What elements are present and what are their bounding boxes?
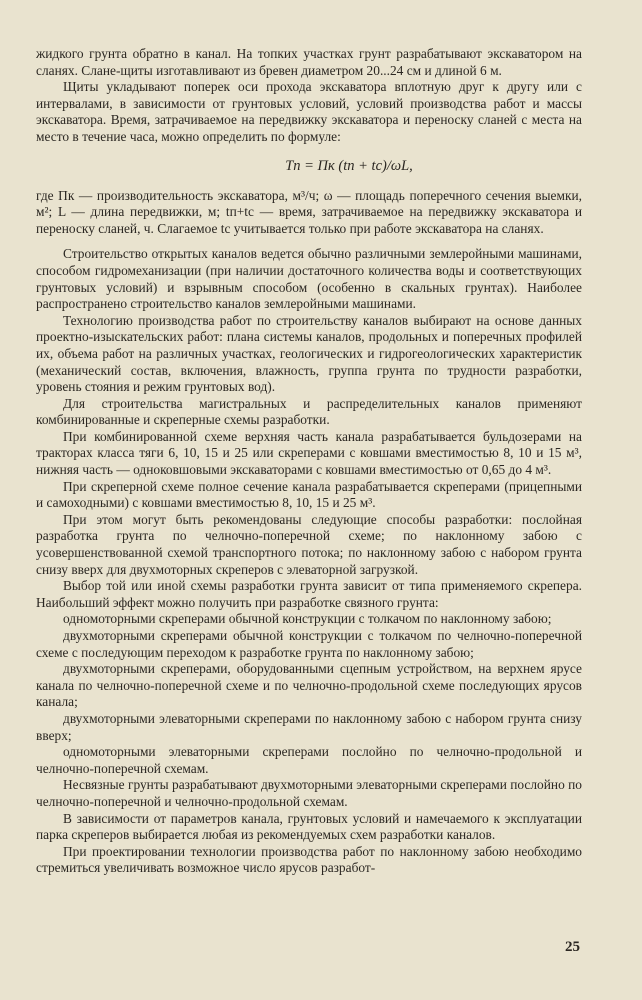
- paragraph-p8: При скреперной схеме полное сечение канала разрабатывается скреперами (прицепными и самоходными) с ковшами вместимостью 8, 10, 15 и 25 м³.: [36, 478, 582, 511]
- formula: Tп = Пк (tп + tс)/ωL,: [285, 157, 413, 174]
- list-item: двухмоторными элеваторными скреперами по наклонному забою с набором грунта снизу вверх;: [36, 710, 582, 743]
- paragraph-p16: Несвязные грунты разрабатывают двухмоторными элеваторными скреперами послойно по челночно-поперечной и челночно-продольной схемам.: [36, 777, 582, 809]
- paragraph-p9: При этом могут быть рекомендованы следующие способы разработки: послойная разработка грунта по челночно-поперечной схеме; по наклонному забою с усовершенствованной схемой транспортного потока; по наклонному забою с набором грунта снизу вверх для двухмоторных скреперов с элеваторной загрузкой.: [36, 511, 582, 577]
- paragraph-p4: Строительство открытых каналов ведется обычно различными землеройными машинами, способом гидромеханизации (при наличии достаточного количества воды и соответствующих грунтовых условий) и взрывным способом (особенно в скальных грунтах). Наиболее распространено строительство каналов землеройными машинами.: [36, 246, 582, 312]
- paragraph-p3: где Пк — производительность экскаватора, м³/ч; ω — площадь поперечного сечения выемки, м²; L — длина передвижки, м; tп+tс — время, затрачиваемое на передвижку экскаватора и переноску сланей, ч. Слагаемое tс учитывается только при работе экскаватора на сланях.: [36, 187, 582, 236]
- paragraph-p18: При проектировании технологии производства работ по наклонному забою необходимо стремиться увеличивать возможное число ярусов разработ-: [36, 843, 582, 876]
- page-number: 25: [565, 939, 580, 955]
- paragraph-p7: При комбинированной схеме верхняя часть канала разрабатывается бульдозерами на тракторах класса тяги 6, 10, 15 и 25 или скреперами с ковшами вместимостью 8, 10 и 15 м³, нижняя часть — одноковшовыми экскаваторами с ковшами вместимостью от 0,65 до 4 м³.: [36, 428, 582, 478]
- list-item: одномоторными элеваторными скреперами послойно по челночно-продольной и челночно-поперечной схемам.: [36, 744, 582, 776]
- paragraph-p5: Технологию производства работ по строительству каналов выбирают на основе данных проектно-изыскательских работ: плана системы каналов, продольных и поперечных профилей их, объема работ на различных участках, геологических и гидрогеологических характеристик (механический состав, включения, влажность, группа грунта по трудности разработки, уровень стояния и режим грунтовых вод).: [36, 312, 582, 395]
- list-item: двухмоторными скреперами, оборудованными сцепным устройством, на верхнем ярусе канала по челночно-поперечной схеме и по челночно-продольной схеме последующих ярусов канала;: [36, 661, 582, 710]
- paragraph-p10: Выбор той или иной схемы разработки грунта зависит от типа применяемого скрепера. Наибольший эффект можно получить при разработке связного грунта:: [36, 578, 582, 610]
- list-item: двухмоторными скреперами обычной конструкции с толкачом по челночно-поперечной схеме с последующим переходом к разработке грунта по наклонному забою;: [36, 628, 582, 660]
- paragraph-p1: жидкого грунта обратно в канал. На топких участках грунт разрабатывают экскаватором на сланях. Слане-щиты изготавливают из бревен диаметром 20...24 см и длиной 6 м.: [36, 46, 582, 78]
- paragraph-p2: Щиты укладывают поперек оси прохода экскаватора вплотную друг к другу или с интервалами, в зависимости от грунтовых условий, условий производства работ и массы экскаватора. Время, затрачиваемое на передвижку экскаватора и переноску сланей с места на место в течение часа, можно определить по формуле:: [36, 79, 582, 144]
- paragraph-p17: В зависимости от параметров канала, грунтовых условий и намечаемого к эксплуатации парка скреперов выбирается любая из рекомендуемых схем разработки каналов.: [36, 810, 582, 843]
- paragraph-p6: Для строительства магистральных и распределительных каналов применяют комбинированные и скреперные схемы разработки.: [36, 395, 582, 428]
- list-item: одномоторными скреперами обычной конструкции с толкачом по наклонному забою;: [63, 611, 552, 627]
